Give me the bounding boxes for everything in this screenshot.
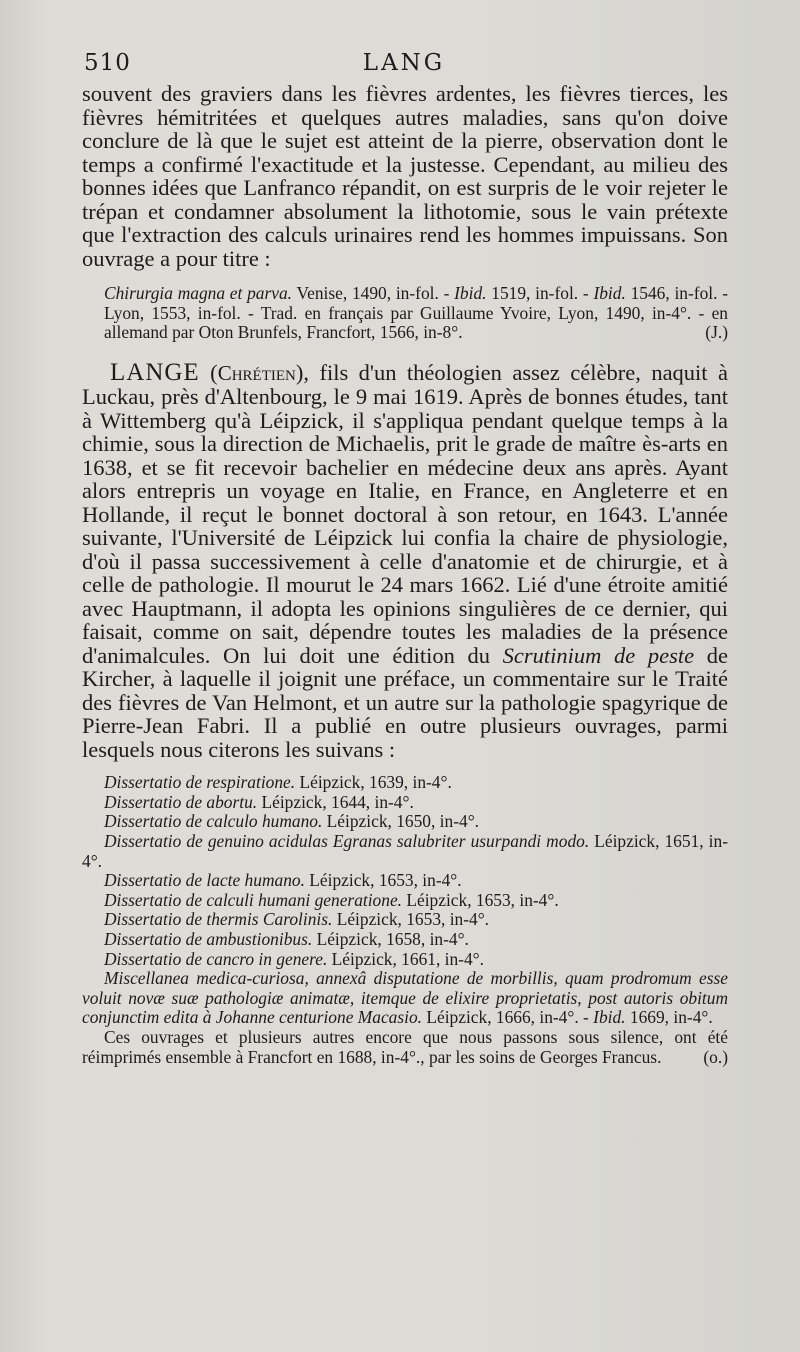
page-number: 510 xyxy=(84,50,131,76)
entry-first-name: Chrétien xyxy=(217,360,296,385)
running-head: LANG xyxy=(362,50,446,76)
work-details: Léipzick, 1653, in-4°. xyxy=(332,909,490,930)
work-item xyxy=(104,812,728,832)
work-details: Léipzick, 1666, in-4°. - xyxy=(422,1007,594,1028)
entry-text-b: de Kircher, à laquelle il joignit une préface, un commentaire sur le Traité des fièvres de Van Helmont, et un autre sur la pathologie spagyrique de Pierre-Jean Fabri. Il a publié en outre plusieurs ouvrages, parmi lesquels nous citerons les suivans : xyxy=(82,642,728,762)
work-ibid: Ibid. xyxy=(593,1007,626,1028)
work-item xyxy=(104,773,728,793)
work-title: Miscellanea medica-curiosa, annexâ disputatione de morbillis, quam prodromum esse voluit novæ suæ pathologiæ animatæ, itemque de elixire proprietatis, post autoris obitum conjunctim edita à Johanne centurione Macasio. xyxy=(82,968,728,1028)
work-item xyxy=(104,891,728,911)
work-details: Léipzick, 1661, in-4°. xyxy=(327,948,484,969)
work-details: Léipzick, 1644, in-4°. xyxy=(257,791,414,812)
entry-name: LANGE xyxy=(110,358,200,386)
work-details: Léipzick, 1653, in-4°. xyxy=(402,889,559,910)
work-title: Dissertatio de thermis Carolinis. xyxy=(104,909,333,930)
work-title: Dissertatio de lacte humano. xyxy=(104,870,305,891)
work-item xyxy=(104,871,728,891)
work-item xyxy=(104,910,728,930)
work-title: Dissertatio de calculi humani generatione. xyxy=(104,889,403,910)
biblio-text-2: 1519, in-fol. - xyxy=(486,283,594,303)
work-title: Dissertatio de cancro in genere. xyxy=(104,948,328,969)
biblio-text: Venise, 1490, in-fol. - xyxy=(292,283,455,303)
work-title: Dissertatio de abortu. xyxy=(104,791,258,812)
closing-text: Ces ouvrages et plusieurs autres encore que nous passons sous silence, ont été réimprimés ensemble à Francfort en 1688, in-4°., par les soins de Georges Francus. xyxy=(82,1027,728,1067)
work-item xyxy=(104,793,728,813)
paragraph-lang-continued: souvent des graviers dans les fièvres ardentes, les fièvres tierces, les fièvres hémitritées et quelques autres maladies, sans qu'on doive conclure de là que le sujet est atteint de la pierre, observation dont le temps a confirmé l'exactitude et la justesse. Cependant, au milieu des bonnes idées que Lanfranco répandit, on est surpris de le voir rejeter le trépan et condamner absolument la lithotomie, sous le vain prétexte que l'extraction des calculs urinaires rend les hommes impuissans. Son ouvrage a pour titre : xyxy=(82,81,728,271)
biblio-ibid-2: Ibid. xyxy=(593,283,626,303)
entry-text-a: , fils d'un théologien assez célèbre, naquit à Luckau, près d'Altenbourg, le 9 mai 1619. Après de bonnes études, tant à Wittemberg qu'à Léipzick, il s'appliqua pendant quelque temps à la chimie, sous la direction de Michaelis, prit le grade de maître ès-arts en 1638, et se fit recevoir bachelier en médecine deux ans après. Ayant alors entrepris un voyage en Italie, en France, en Angleterre et en Hollande, il reçut le bonnet doctoral à son retour, en 1643. L'année suivante, l'Université de Léipzick lui confia la chaire de physiologie, d'où il passa successivement à celle d'anatomie et de chirurgie, et à celle de pathologie. Il mourut le 24 mars 1662. Lié d'une étroite amitié avec Hauptmann, il adopta les opinions singulières de ce dernier, qui faisait, comme on sait, dépendre toutes les maladies de la présence d'animalcules. On lui doit une édition du xyxy=(82,359,729,668)
biblio-title: Chirurgia magna et parva. xyxy=(104,283,293,303)
work-details: Léipzick, 1650, in-4°. xyxy=(322,811,479,832)
entry-lange: LANGE (Chrétien), fils d'un théologien assez célèbre, naquit à Luckau, près d'Altenbourg, le 9 mai 1619. Après de bonnes études, tant à Wittemberg qu'à Léipzick, il s'appliqua pendant quelque temps à la chimie, sous la direction de Michaelis, prit le grade de maître ès-arts en 1638, et se fit recevoir bachelier en médecine deux ans après. Ayant alors entrepris un voyage en Italie, en France, en Angleterre et en Hollande, il reçut le bonnet doctoral à son retour, en 1643. L'année suivante, l'Université de Léipzick lui confia la chaire de physiologie, d'où il passa successivement à celle d'anatomie et de chirurgie, et à celle de pathologie. Il mourut le 24 mars 1662. Lié d'une étroite amitié avec Hauptmann, il adopta les opinions singulières de ce dernier, qui faisait, comme on sait, dépendre toutes les maladies de la présence d'animalcules. On lui doit une édition du Scrutinium de peste de Kircher, à laquelle il joignit une préface, un commentaire sur le Traité des fièvres de Van Helmont, et un autre sur la pathologie spagyrique de Pierre-Jean Fabri. Il a publié en outre plusieurs ouvrages, parmi lesquels nous citerons les suivans : xyxy=(82,358,729,762)
work-item-miscellanea xyxy=(82,969,728,1028)
work-title: Dissertatio de ambustionibus. xyxy=(104,929,313,950)
author-mark-j: (J.) xyxy=(705,322,728,343)
biblio-ibid-1: Ibid. xyxy=(454,283,487,303)
works-list xyxy=(82,773,728,1067)
work-item xyxy=(82,832,728,871)
bibliography-lang xyxy=(82,284,728,343)
work-details: Léipzick, 1658, in-4°. xyxy=(312,929,469,950)
entry-scrutinium: Scrutinium de peste xyxy=(502,642,695,668)
author-mark-o: (o.) xyxy=(703,1046,728,1067)
work-details: Léipzick, 1653, in-4°. xyxy=(304,870,462,891)
work-title: Dissertatio de genuino acidulas Egranas salubriter usurpandi modo. xyxy=(104,831,590,852)
work-item xyxy=(104,930,728,950)
work-details: Léipzick, 1639, in-4°. xyxy=(295,772,452,793)
work-details-2: 1669, in-4°. xyxy=(625,1007,713,1028)
work-item xyxy=(104,950,728,970)
page-body xyxy=(82,82,728,1067)
work-title: Dissertatio de respiratione. xyxy=(104,772,296,793)
work-details: Léipzick, 1651, in-4°. xyxy=(82,831,729,871)
closing-note xyxy=(82,1028,728,1067)
page-header xyxy=(84,50,724,84)
work-title: Dissertatio de calculo humano. xyxy=(104,811,323,832)
biblio-text-3: 1546, in-fol. - Lyon, 1553, in-fol. - Trad. en français par Guillaume Yvoire, Lyon, 1490, in-4°. - en allemand par Oton Brunfels, Francfort, 1566, in-8°. xyxy=(104,283,728,343)
